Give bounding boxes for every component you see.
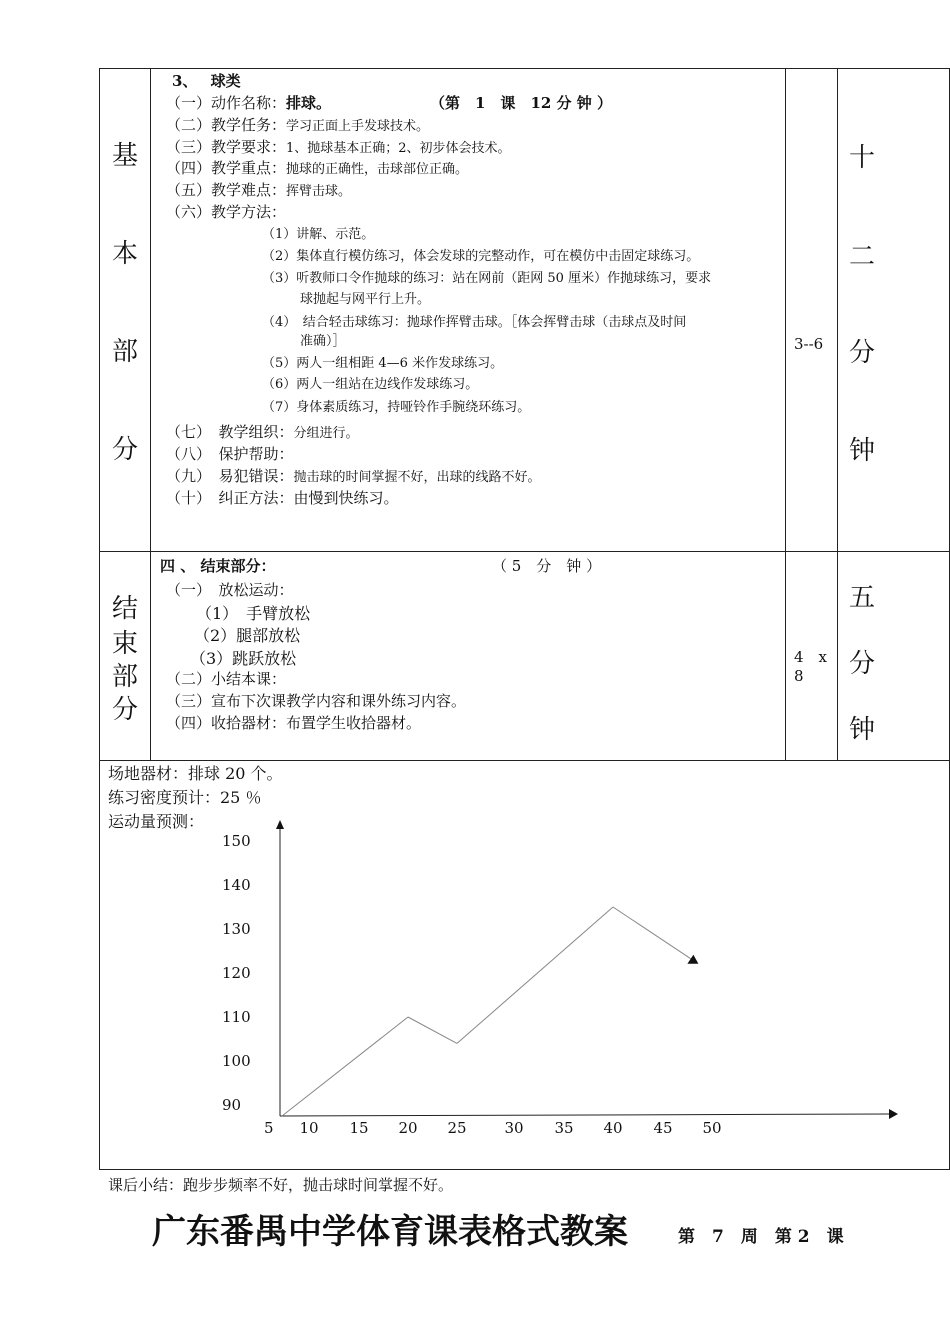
extra-value: 抛击球的时间掌握不好，出球的线路不好。 — [293, 470, 541, 485]
ending-line-5: （二）小结本课： — [166, 670, 287, 688]
footer-title: 广东番禺中学体育课表格式教案 — [152, 1212, 628, 1252]
load-note: 运动量预测： — [108, 812, 205, 831]
y-tick-label: 90 — [222, 1096, 242, 1114]
basic-line-2 — [166, 116, 429, 135]
ending-count-b: 8 — [794, 667, 804, 685]
x-tick-label: 20 — [398, 1119, 418, 1137]
ending-line-7: （四）收拾器材：布置学生收拾器材。 — [166, 714, 422, 732]
y-tick-label: 130 — [222, 920, 251, 938]
basic-time-3: 分 — [848, 338, 875, 368]
basic-line-value: 抛球的正确性，击球部位正确。 — [286, 162, 469, 177]
extra-label: （七） 教学组织： — [166, 423, 294, 441]
basic-line-6 — [166, 203, 286, 221]
method-7: （7）身体素质练习，持哑铃作手腕绕环练习。 — [262, 400, 531, 415]
extra-label: （八） 保护帮助： — [166, 445, 294, 463]
y-tick-label: 120 — [222, 964, 251, 982]
ending-line-4: （3）跳跃放松 — [190, 649, 297, 668]
basic-line-value: 挥臂击球。 — [286, 184, 352, 199]
method-4-cont: 准确）］ — [300, 334, 346, 349]
basic-line-label: （一）动作名称： — [166, 94, 287, 112]
y-tick-label: 100 — [222, 1052, 251, 1070]
basic-line-value: 排球。 — [286, 94, 332, 112]
ending-side-label-3: 部 — [111, 662, 138, 692]
basic-time-4: 钟 — [848, 436, 875, 466]
method-2: （2）集体直行模仿练习，体会发球的完整动作，可在模仿中击固定球练习。 — [262, 249, 700, 264]
method-3: （3）听教师口令作抛球的练习：站在网前（距网 50 厘米）作抛球练习，要求 — [262, 271, 712, 286]
row-divider-2 — [99, 760, 950, 761]
ending-side-label-2: 束 — [111, 629, 138, 659]
ending-time-1: 五 — [848, 583, 875, 613]
basic-line-5 — [166, 181, 351, 200]
x-tick-label: 35 — [554, 1119, 574, 1137]
basic-side-label-3: 部 — [111, 337, 138, 367]
ending-line-3: （2）腿部放松 — [194, 626, 301, 645]
x-tick-label: 45 — [653, 1119, 673, 1137]
basic-heading — [172, 72, 241, 90]
method-4: （4） 结合轻击球练习：抛球作挥臂击球。［体会挥臂击球（击球点及时间 — [262, 315, 687, 330]
extra-line-2 — [166, 445, 294, 463]
basic-line-value: 学习正面上手发球技术。 — [286, 119, 430, 134]
method-3-cont: 球抛起与网平行上升。 — [300, 292, 431, 307]
basic-heading-num: 3、 — [172, 72, 198, 90]
x-tick-label: 25 — [447, 1119, 467, 1137]
extra-line-1 — [166, 423, 359, 442]
basic-line-3 — [166, 138, 511, 157]
method-6: （6）两人一组站在边线作发球练习。 — [262, 377, 479, 392]
basic-count: 3--6 — [794, 335, 824, 353]
extra-value: 分组进行。 — [293, 426, 359, 441]
basic-time-1: 十 — [848, 143, 875, 173]
basic-heading-title: 球类 — [210, 72, 241, 90]
y-tick-label: 140 — [222, 876, 251, 894]
col-divider-2 — [785, 68, 786, 760]
footer-week: 第 7 周 第 2 课 — [678, 1227, 844, 1247]
y-tick-label: 150 — [222, 832, 251, 850]
y-tick-label: 110 — [222, 1008, 251, 1026]
ending-time-2: 分 — [848, 649, 875, 679]
ending-time-3: 钟 — [848, 715, 875, 745]
basic-line-1 — [166, 94, 331, 112]
method-1: （1）讲解、示范。 — [262, 227, 375, 242]
basic-line-label: （三）教学要求： — [166, 138, 287, 156]
extra-line-3 — [166, 467, 541, 486]
x-tick-label: 40 — [603, 1119, 623, 1137]
basic-time-2: 二 — [848, 242, 875, 272]
lesson-info: （第 1 课 12 分 钟 ） — [430, 94, 612, 112]
basic-line-value: 1、抛球基本正确；2、初步体会技术。 — [286, 141, 511, 156]
x-tick-label: 5 — [264, 1119, 274, 1137]
basic-line-label: （四）教学重点： — [166, 159, 287, 177]
basic-line-label: （五）教学难点： — [166, 181, 287, 199]
method-5: （5）两人一组相距 4—6 米作发球练习。 — [262, 356, 504, 371]
ending-line-2: （1） 手臂放松 — [196, 604, 311, 623]
basic-side-label-1: 基 — [111, 141, 138, 171]
lesson-summary: 课后小结：跑步步频率不好，抛击球时间掌握不好。 — [108, 1176, 454, 1194]
basic-side-label-2: 本 — [111, 239, 138, 269]
ending-side-label-1: 结 — [111, 594, 138, 624]
x-tick-label: 15 — [349, 1119, 369, 1137]
col-divider-1 — [150, 68, 151, 760]
basic-line-4 — [166, 159, 468, 178]
x-tick-label: 30 — [504, 1119, 524, 1137]
basic-line-label: （二）教学任务： — [166, 116, 287, 134]
ending-side-label-4: 分 — [111, 695, 138, 725]
ending-duration: （ 5 分 钟 ） — [492, 557, 602, 575]
row-divider-1 — [99, 551, 950, 552]
basic-side-label-4: 分 — [111, 435, 138, 465]
extra-label: （十） 纠正方法： — [166, 489, 294, 507]
ending-line-6: （三）宣布下次课教学内容和课外练习内容。 — [166, 692, 467, 710]
extra-label: （九） 易犯错误： — [166, 467, 294, 485]
ending-count-a: 4 x — [794, 648, 828, 666]
density-note: 练习密度预计：25 ％ — [108, 788, 262, 807]
equipment-note: 场地器材：排球 20 个。 — [108, 764, 283, 783]
ending-line-1: （一） 放松运动： — [166, 581, 294, 599]
basic-line-label: （六）教学方法： — [166, 203, 287, 221]
extra-line-4 — [166, 489, 399, 507]
x-tick-label: 10 — [299, 1119, 319, 1137]
ending-heading: 四 、 结束部分： — [160, 557, 276, 575]
x-tick-label: 50 — [702, 1119, 722, 1137]
extra-value: 由慢到快练习。 — [293, 489, 399, 507]
